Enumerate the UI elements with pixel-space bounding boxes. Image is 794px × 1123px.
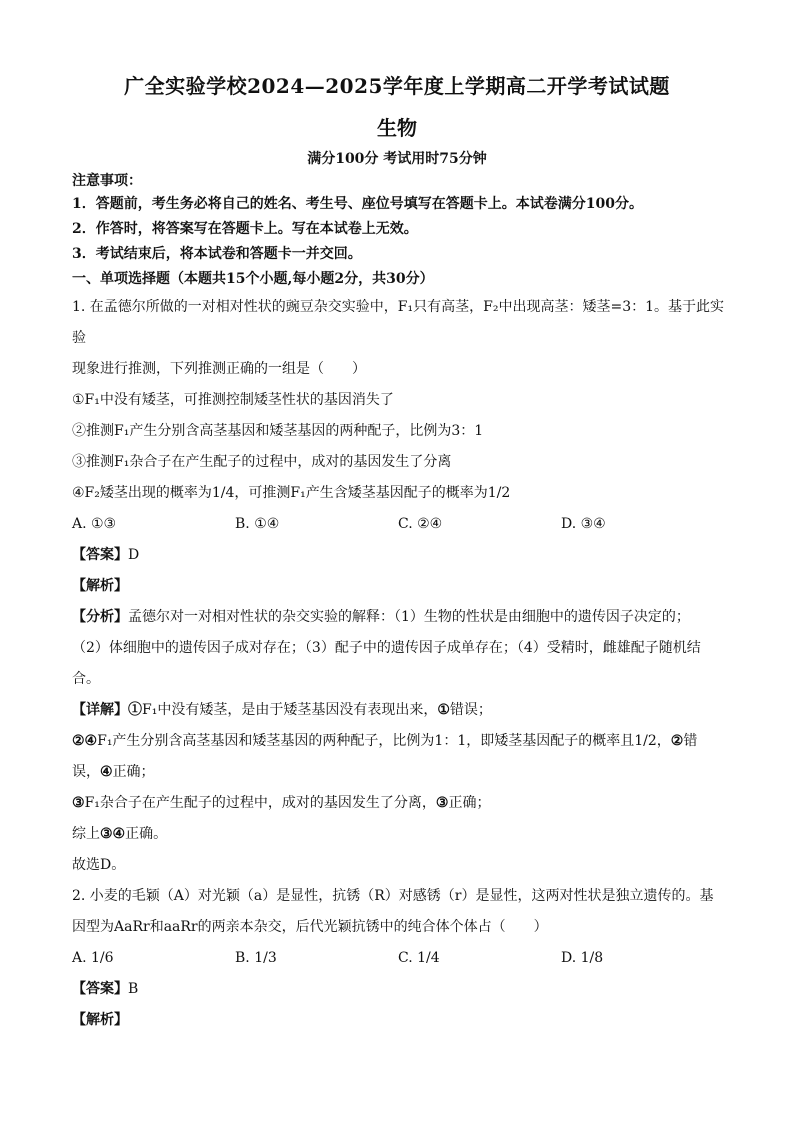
xiangjie-text: F₁中没有矮茎，是由于矮茎基因没有表现出来， (142, 702, 438, 718)
marker: ② (670, 733, 684, 749)
fenxi-text: 孟德尔对一对相对性状的杂交实验的解释：（1）生物的性状是由细胞中的遗传因子决定的； (128, 609, 690, 625)
notes-heading: 注意事项： (72, 173, 142, 189)
statement: ②推测F₁产生分别含高茎基因和矮茎基因的两种配子，比例为3：1 (72, 423, 484, 439)
option-d: D. 1/8 (561, 950, 604, 966)
xiangjie-line (72, 788, 732, 819)
answer-line (72, 540, 732, 571)
option-c: C. 1/4 (398, 950, 440, 966)
option-d: D. ③④ (561, 516, 606, 532)
question-stem: 因型为AaRr和aaRr的两亲本杂交，后代光颖抗锈中的纯合体个体占（ ） (72, 919, 548, 935)
marker: ②④ (72, 733, 98, 749)
summary-line (72, 819, 732, 850)
xiangjie-line (72, 757, 732, 788)
analysis-tag: 【解析】 (72, 1012, 128, 1028)
fenxi-line: （2）体细胞中的遗传因子成对存在；（3）配子中的遗传因子成单存在；（4）受精时，雌雄配子随机结 (72, 640, 701, 656)
marker: ① (128, 702, 142, 718)
answer-tag: 【答案】 (72, 981, 128, 997)
options-row (72, 943, 732, 974)
xiangjie-text: 误， (72, 764, 100, 780)
note-item: 1．答题前，考生务必将自己的姓名、考生号、座位号填写在答题卡上。本试卷满分100分。 (72, 196, 643, 212)
xiangjie-text: 错误； (449, 702, 492, 718)
xiangjie-text: 正确； (448, 795, 491, 811)
xiangjie-text: 错 (683, 733, 698, 749)
xiangjie-text: 正确； (112, 764, 155, 780)
conclusion-line: 故选D。 (72, 857, 126, 873)
option-a: A. 1/6 (72, 950, 114, 966)
option-a: A. ①③ (72, 516, 117, 532)
fenxi-tag: 【分析】 (72, 609, 128, 625)
option-c: C. ②④ (398, 516, 443, 532)
answer-line (72, 974, 732, 1005)
section-heading: 一、单项选择题（本题共15个小题,每小题2分，共30分） (72, 271, 434, 287)
answer-value: B (128, 981, 139, 997)
statement: ①F₁中没有矮茎，可推测控制矮茎性状的基因消失了 (72, 392, 394, 408)
xiangjie-text: F₁杂合子在产生配子的过程中，成对的基因发生了分离， (84, 795, 436, 811)
xiangjie-line (72, 726, 732, 757)
marker: ③④ (100, 826, 126, 842)
exam-subject: 生物 (377, 116, 417, 140)
marker: ③ (72, 795, 85, 811)
statement: ④F₂矮茎出现的概率为1/4，可推测F₁产生含矮茎基因配子的概率为1/2 (72, 485, 511, 501)
answer-value: D (128, 547, 140, 563)
exam-title: 广全实验学校2024—2025学年度上学期高二开学考试试题 (124, 74, 670, 98)
marker: ④ (100, 764, 113, 780)
marker: ① (437, 702, 450, 718)
marker: ③ (435, 795, 449, 811)
option-b: B. 1/3 (235, 950, 277, 966)
analysis-tag: 【解析】 (72, 578, 128, 594)
note-item: 2．作答时，将答案写在答题卡上。写在本试卷上无效。 (72, 221, 418, 237)
exam-meta: 满分100分 考试用时75分钟 (307, 151, 487, 167)
question-stem: 1. 在孟德尔所做的一对相对性状的豌豆杂交实验中，F₁只有高茎，F₂中出现高茎：矮茎=3：1。基于此实验 (72, 299, 725, 346)
option-b: B. ①④ (235, 516, 280, 532)
xiangjie-text: F₁产生分别含高茎基因和矮茎基因的两种配子，比例为1：1，即矮茎基因配子的概率且1/2， (97, 733, 671, 749)
exam-content (72, 170, 732, 1036)
options-row (72, 509, 732, 540)
fenxi-line (72, 602, 732, 633)
question-stem: 现象进行推测，下列推测正确的一组是（ ） (72, 361, 366, 377)
statement: ③推测F₁杂合子在产生配子的过程中，成对的基因发生了分离 (72, 454, 452, 470)
question-stem: 2. 小麦的毛颖（A）对光颖（a）是显性，抗锈（R）对感锈（r）是显性，这两对性状是独立遗传的。基 (72, 888, 714, 904)
summary-text: 综上 (72, 826, 100, 842)
fenxi-line: 合。 (72, 671, 100, 687)
note-item: 3．考试结束后，将本试卷和答题卡一并交回。 (72, 246, 362, 262)
summary-text: 正确。 (125, 826, 168, 842)
xiangjie-tag: 【详解】 (72, 702, 128, 718)
answer-tag: 【答案】 (72, 547, 128, 563)
xiangjie-line (72, 695, 732, 726)
